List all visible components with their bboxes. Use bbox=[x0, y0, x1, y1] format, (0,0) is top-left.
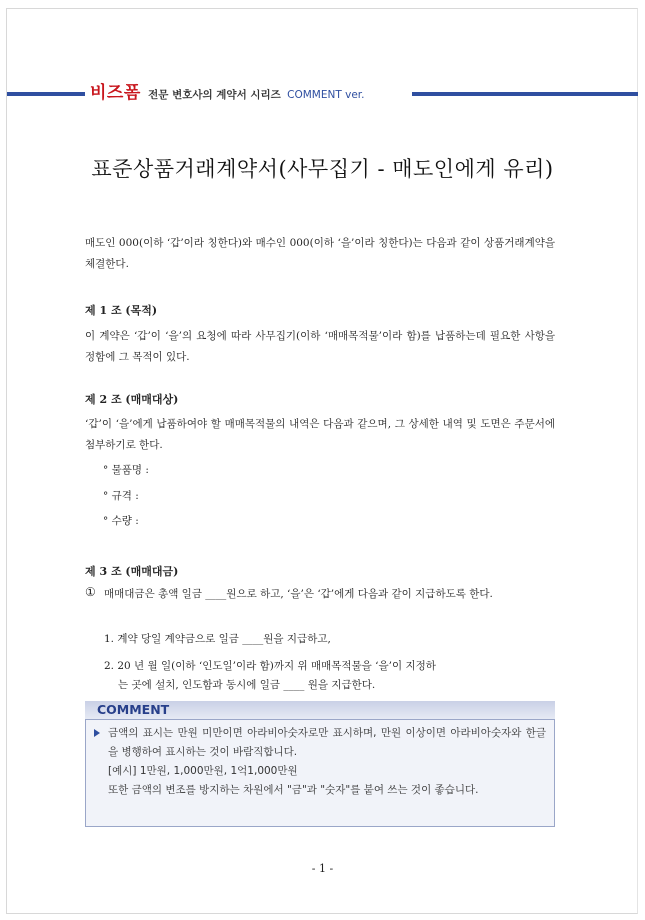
comment-line-3: 또한 금액의 변조를 방지하는 차원에서 "금"과 "숫자"를 붙여 쓰는 것이 좋습니다. bbox=[108, 784, 479, 796]
comment-label: COMMENT bbox=[85, 701, 555, 719]
comment-line-2: [예시] 1만원, 1,000만원, 1억1,000만원 bbox=[108, 765, 298, 777]
arrow-right-icon bbox=[94, 729, 100, 737]
header-banner bbox=[0, 83, 645, 103]
item-spec: ° 규격 : bbox=[103, 490, 139, 502]
clause-number: ① bbox=[85, 585, 96, 599]
comment-box bbox=[85, 719, 555, 827]
intro-paragraph: 매도인 000(이하 ‘갑’이라 칭한다)와 매수인 000(이하 ‘을’이라 칭한다)는 다음과 같이 상품거래계약을 체결한다. bbox=[85, 237, 555, 270]
article3-heading: 제 3 조 (매매대금) bbox=[85, 565, 179, 578]
article1-heading: 제 1 조 (목적) bbox=[85, 304, 158, 317]
comment-line-1: 금액의 표시는 만원 미만이면 아라비아숫자로만 표시하며, 만원 이상이면 아라비아숫자와 한글을 병행하여 표시하는 것이 바람직합니다. bbox=[108, 727, 546, 758]
payment-item-2-line1: 2. 20 년 월 일(이하 ‘인도일’이라 함)까지 위 매매목적물을 ‘을’이 지정하 bbox=[104, 660, 436, 672]
payment-item-2 bbox=[104, 657, 556, 695]
banner-bar-right bbox=[412, 92, 638, 96]
article3-text: 매매대금은 총액 일금 ____원으로 하고, ‘을’은 ‘갑’에게 다음과 같이 지급하도록 한다. bbox=[104, 588, 493, 600]
series-title: 전문 변호사의 계약서 시리즈 bbox=[148, 89, 281, 101]
article2-text: ‘갑’이 ‘을’에게 납품하여야 할 매매목적물의 내역은 다음과 같으며, 그 상세한 내역 및 도면은 주문서에 첨부하기로 한다. bbox=[85, 418, 555, 451]
brand-logo: 비즈폼 bbox=[90, 83, 141, 103]
item-product-name: ° 물품명 : bbox=[103, 464, 149, 476]
banner-text bbox=[90, 83, 364, 105]
payment-item-1: 1. 계약 당일 계약금으로 일금 ____원을 지급하고, bbox=[104, 633, 331, 645]
document-title: 표준상품거래계약서(사무집기 - 매도인에게 유리) bbox=[91, 157, 554, 181]
payment-item-2-line2: 는 곳에 설치, 인도함과 동시에 일금 ____ 원을 지급한다. bbox=[118, 679, 376, 691]
article1-text: 이 계약은 ‘갑’이 ‘을’의 요청에 따라 사무집기(이하 ‘매매목적물’이라 함)를 납품하는데 필요한 사항을 정함에 그 목적이 있다. bbox=[85, 330, 555, 363]
comment-version: COMMENT ver. bbox=[287, 89, 365, 101]
banner-bar-left bbox=[7, 92, 85, 96]
article2-heading: 제 2 조 (매매대상) bbox=[85, 393, 179, 406]
item-quantity: ° 수량 : bbox=[103, 515, 139, 527]
page-number: - 1 - bbox=[311, 862, 334, 875]
